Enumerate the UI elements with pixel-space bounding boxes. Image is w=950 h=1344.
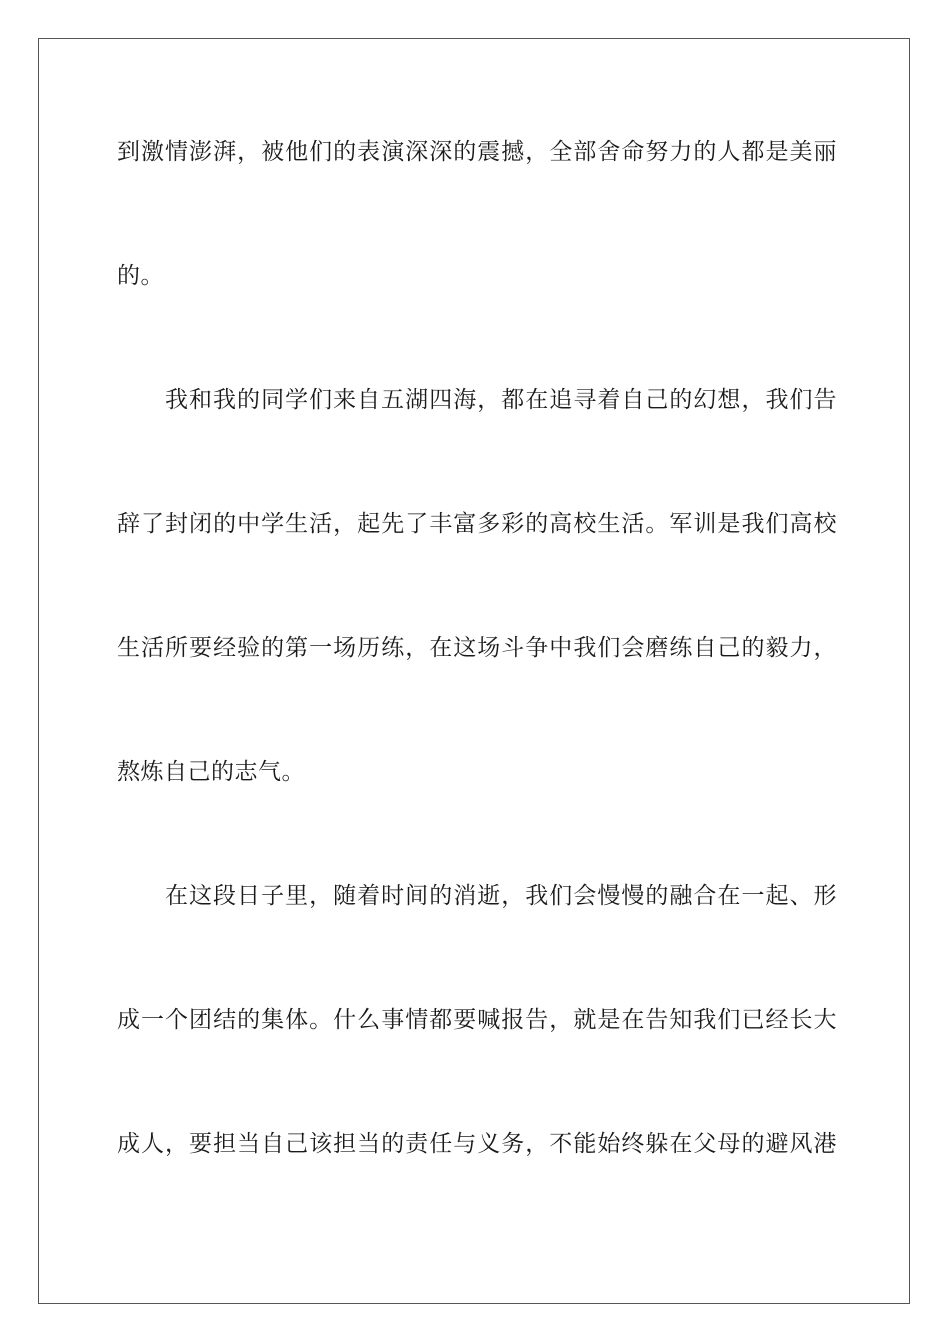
text-line-9: 成人，要担当自己该担当的责任与义务，不能始终躲在父母的避风港 [117, 1131, 837, 1157]
text-line-5: 生活所要经验的第一场历练，在这场斗争中我们会磨练自己的毅力， [117, 635, 837, 661]
text-line-6: 熬炼自己的志气。 [117, 759, 305, 785]
text-line-8: 成一个团结的集体。什么事情都要喊报告，就是在告知我们已经长大 [117, 1007, 837, 1033]
page-border [38, 38, 910, 1304]
text-line-2: 的。 [117, 263, 164, 289]
text-line-1: 到激情澎湃，被他们的表演深深的震撼，全部舍命努力的人都是美丽 [117, 139, 837, 165]
text-line-7: 在这段日子里，随着时间的消逝，我们会慢慢的融合在一起、形 [165, 883, 837, 909]
text-line-3: 我和我的同学们来自五湖四海，都在追寻着自己的幻想，我们告 [165, 387, 837, 413]
text-line-4: 辞了封闭的中学生活，起先了丰富多彩的高校生活。军训是我们高校 [117, 511, 837, 537]
